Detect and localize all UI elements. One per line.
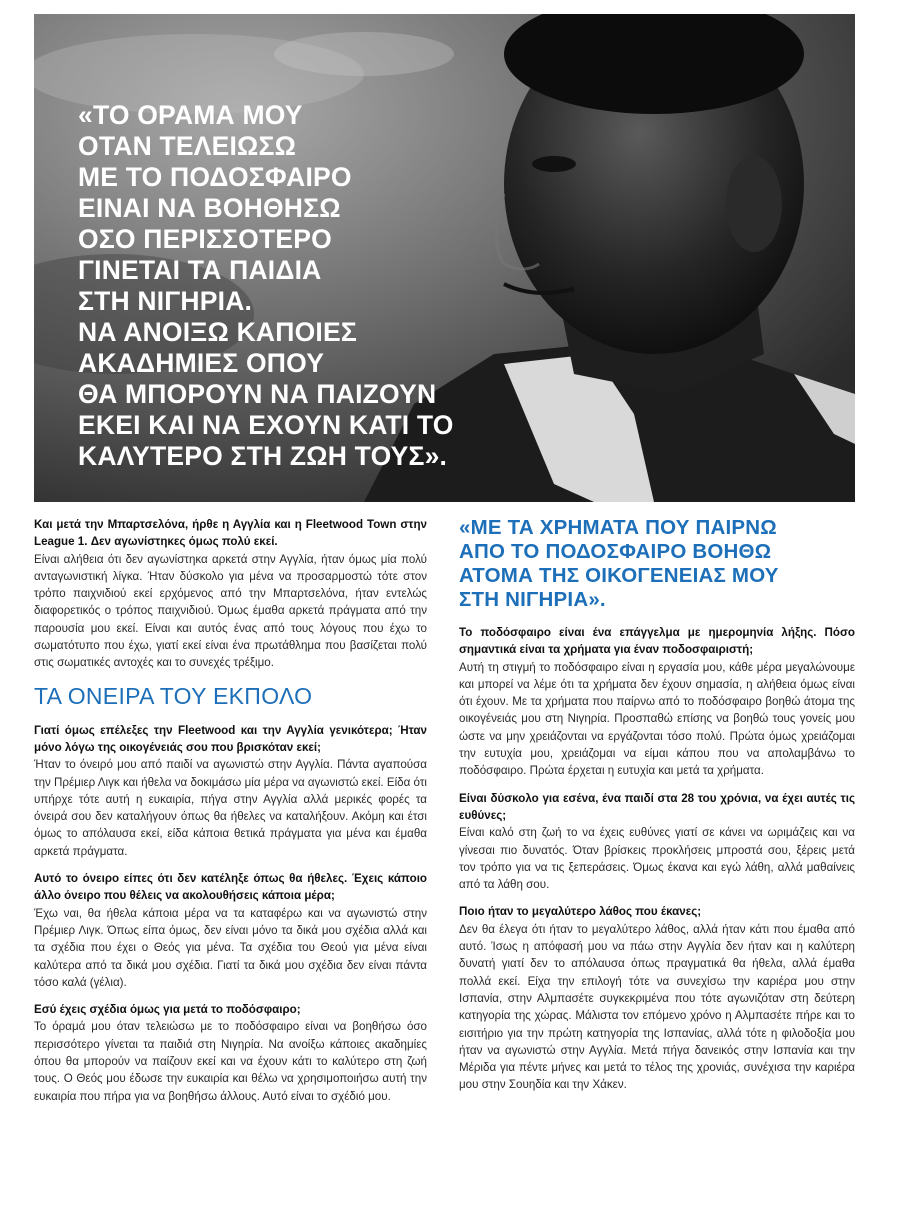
answer: Το όραμά μου όταν τελειώσω με το ποδόσφαιρο είναι να βοηθήσω όσο περισσότερο γίνεται τα παιδιά στη Νιγηρία. Να ανοίξω κάποιες ακαδημίες όπου θα μπορούν να παίζουν εκεί και να έχουν κάτι το καλύτερο στη ζωή τους. Ο Θεός μου έδωσε την ευκαιρία και θέλω να χρησιμοποιήσω αυτή την ευκαιρία που πήρα για να βοηθήσω άλλους. Αυτό είναι το σχέδιό μου.: [34, 1020, 427, 1103]
hero-quote-line: «ΤΟ ΟΡΑΜΑ ΜΟΥ: [78, 100, 303, 130]
question: Ποιο ήταν το μεγαλύτερο λάθος που έκανες;: [459, 905, 702, 919]
right-column: [459, 516, 855, 1104]
hero-quote-line: ΣΤΗ ΝΙΓΗΡΙΑ.: [78, 286, 253, 316]
answer: Αυτή τη στιγμή το ποδόσφαιρο είναι η εργασία μου, κάθε μέρα μεγαλώνουμε και μπορεί να λέμε ότι τα χρήματα δεν έχουν σημασία, η αλήθεια όμως είναι ότι έχουν. Με τα χρήματα που παίρνω από το ποδόσφαιρο βοηθώ άτομα της οικογένειάς μου στη Νιγηρία. Προσπαθώ επίσης να βοηθώ τους γονείς μου ώστε να μην χρειάζονται να εργάζονται τόσο πολύ. Πρώτα όμως χρειάζομαι την ευτυχία μου, χρειάζομαι να είμαι κάπου που να απολαμβάνω το ποδόσφαιρο. Πρώτα έρχεται η ευτυχία και μετά τα χρήματα.: [459, 660, 855, 778]
question: Το ποδόσφαιρο είναι ένα επάγγελμα με ημερομηνία λήξης. Πόσο σημαντικά είναι τα χρήματα για έναν ποδοσφαιριστή;: [459, 626, 855, 657]
hero-photo: [34, 14, 855, 502]
section-heading: ΤΑ ΟΝΕΙΡΑ ΤΟΥ ΕΚΠΟΛΟ: [34, 682, 313, 709]
left-column: [34, 516, 427, 1115]
hero-quote-line: ΜΕ ΤΟ ΠΟΔΟΣΦΑΙΡΟ: [78, 162, 352, 192]
pull-quote-line: ΣΤΗ ΝΙΓΗΡΙΑ».: [459, 588, 606, 611]
hero-quote-line: ΓΙΝΕΤΑΙ ΤΑ ΠΑΙΔΙΑ: [78, 255, 322, 285]
pull-quote-line: ΑΤΟΜΑ ΤΗΣ ΟΙΚΟΓΕΝΕΙΑΣ ΜΟΥ: [459, 564, 779, 587]
hero-quote-line: ΟΣΟ ΠΕΡΙΣΣΟΤΕΡΟ: [78, 224, 332, 254]
pull-quote-line: «ΜΕ ΤΑ ΧΡΗΜΑΤΑ ΠΟΥ ΠΑΙΡΝΩ: [459, 516, 777, 539]
question: Γιατί όμως επέλεξες την Fleetwood και την Αγγλία γενικότερα; Ήταν μόνο λόγω της οικογένειάς σου που βρισκόταν εκεί;: [34, 723, 427, 754]
question: Και μετά την Μπαρτσελόνα, ήρθε η Αγγλία και η Fleetwood Town στην League 1. Δεν αγωνίστηκες όμως πολύ εκεί.: [34, 518, 427, 549]
question: Αυτό το όνειρο είπες ότι δεν κατέληξε όπως θα ήθελες. Έχεις κάποιο άλλο όνειρο που θέλεις να ακολουθήσεις κάποια μέρα;: [34, 872, 427, 903]
hero-quote-line: ΝΑ ΑΝΟΙΞΩ ΚΑΠΟΙΕΣ: [78, 317, 357, 347]
answer: Δεν θα έλεγα ότι ήταν το μεγαλύτερο λάθος, αλλά ήταν κάτι που έμαθα από αυτό. Ίσως η απόφασή μου να πάω στην Αγγλία δεν ήταν και η καλύτερη δυνατή γιατί δεν το απόλαυσα όπως πραγματικά θα ήθελα, αλλά έμαθα πολλά εκεί. Είχα την επιλογή τότε να συνεχίσω την καριέρα μου στην Ισπανία, στην Αλμπασέτε συγκεκριμένα που τότε αγωνιζόταν στη δεύτερη κατηγορία της χώρας. Μάλιστα τον επόμενο χρόνο η Αλμπασέτε πήρε και το εισιτήριο για την πρώτη κατηγορία της Ισπανίας, αλλά τότε η φιλοδοξία μου ήταν να αγωνιστώ στην Αγγλία. Μετά πήγα δανεικός στην Ισπανία και την Μέριδα για πέντε μήνες και μετά το τέλος της χρονιάς, συνέχισα την καριέρα μου στην Σουηδία και την Χάκεν.: [459, 922, 855, 1092]
hero-quote-line: ΟΤΑΝ ΤΕΛΕΙΩΣΩ: [78, 131, 297, 161]
hero-quote-line: ΑΚΑΔΗΜΙΕΣ ΟΠΟΥ: [78, 348, 325, 378]
answer: Είναι αλήθεια ότι δεν αγωνίστηκα αρκετά στην Αγγλία, ήταν όμως μία πολύ ανταγωνιστική λίγκα. Ήταν δύσκολο για μένα να προσαρμοστώ τότε στον τρόπο παιχνιδιού εκεί ερχόμενος από την Μπαρτσελόνα, ήταν εντελώς διαφορετικός ο τρόπος παιχνιδιού. Όμως έμαθα αρκετά πράγματα από την παρουσία μου εκεί. Είναι και αυτός ένας από τους λόγους που έχω το σωματότυπο που έχω, γιατί εκεί είναι ένα πρωτάθλημα που βασίζεται πολύ στις σωματικές αντοχές και το συνεχές τρέξιμο.: [34, 552, 427, 670]
question: Είναι δύσκολο για εσένα, ένα παιδί στα 28 του χρόνια, να έχει αυτές τις ευθύνες;: [459, 791, 855, 822]
hero-quote-line: ΘΑ ΜΠΟΡΟΥΝ ΝΑ ΠΑΙΖΟΥΝ: [78, 379, 437, 409]
pull-quote: [459, 516, 855, 612]
hero-quote: [78, 100, 498, 472]
hero-quote-line: ΕΙΝΑΙ ΝΑ ΒΟΗΘΗΣΩ: [78, 193, 341, 223]
answer: Ήταν το όνειρό μου από παιδί να αγωνιστώ στην Αγγλία. Πάντα αγαπούσα την Πρέμιερ Λιγκ και ήθελα να δοκιμάσω μία μέρα να αγωνιστώ εκεί. Είδα ότι υπήρχε τότε αυτή η ευκαιρία, πήγα στην Αγγλία αλλά μερικές φορές τα όνειρά σου δεν καταλήγουν όπως θα ήθελες να καταλήξουν. Ακόμη και έτσι όμως το απόλαυσα εκεί, είδα κάποια θετικά πράγματα για μένα και έμαθα αρκετά πράγματα.: [34, 758, 427, 858]
question: Εσύ έχεις σχέδια όμως για μετά το ποδόσφαιρο;: [34, 1003, 301, 1017]
answer: Είναι καλό στη ζωή το να έχεις ευθύνες γιατί σε κάνει να ωριμάζεις και να γίνεσαι πιο δυνατός. Όταν βρίσκεις προκλήσεις μπροστά σου, ξέρεις μετά τον τρόπο για να τις ξεπεράσεις. Όμως έκανα και εγώ λάθη, αλλά μαθαίνεις από τα λάθη σου.: [459, 826, 855, 892]
pull-quote-line: ΑΠΟ ΤΟ ΠΟΔΟΣΦΑΙΡΟ ΒΟΗΘΩ: [459, 540, 772, 563]
hero-quote-line: ΚΑΛΥΤΕΡΟ ΣΤΗ ΖΩΗ ΤΟΥΣ».: [78, 441, 448, 471]
hero-quote-line: ΕΚΕΙ ΚΑΙ ΝΑ ΕΧΟΥΝ ΚΑΤΙ ΤΟ: [78, 410, 454, 440]
answer: Έχω ναι, θα ήθελα κάποια μέρα να τα καταφέρω και να αγωνιστώ στην Πρέμιερ Λιγκ. Όπως είπα όμως, δεν είναι μόνο τα δικά μου σχέδια αλλά και τα σχέδια που έχει ο Θεός για μένα. Τα σχέδια του Θεού για μένα είναι καλύτερα από τα δικά μου σχέδια. Γιατί τα δικά μου σχέδια δεν είναι πάντα τόσο καλά (γέλια).: [34, 906, 427, 989]
